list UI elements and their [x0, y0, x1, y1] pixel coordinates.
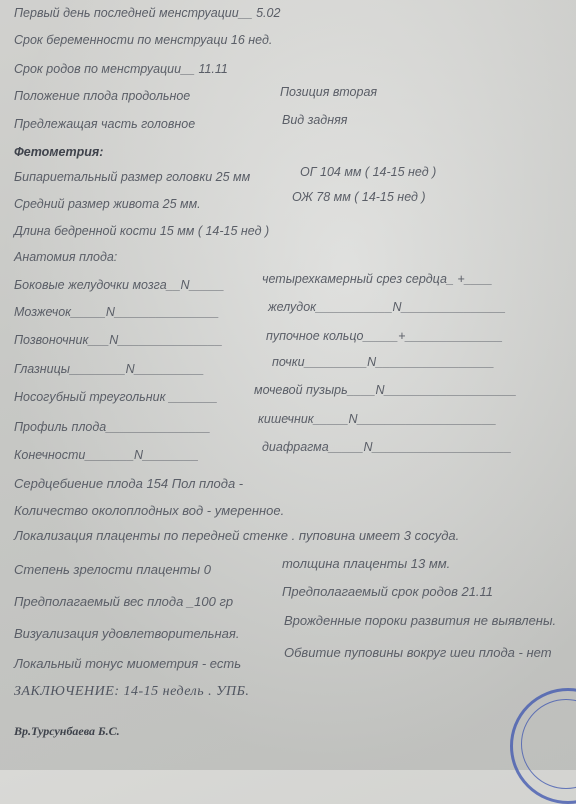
- estimated-weight-line: Предполагаемый вес плода _100 гр: [14, 594, 234, 609]
- heartbeat-line: Сердцебиение плода 154 Пол плода -: [14, 476, 244, 491]
- placenta-location-line: Локализация плаценты по передней стенке . пуповина имеет 3 сосуда.: [14, 528, 460, 543]
- four-chamber-line: четырехкамерный срез сердца_ +____: [262, 272, 493, 286]
- clinic-stamp: [510, 688, 576, 804]
- orbits-line: Глазницы________N__________: [14, 362, 205, 376]
- pregnancy-term-line: Срок беременности по менструаци 16 нед.: [14, 33, 273, 47]
- placenta-maturity-line: Степень зрелости плаценты 0: [14, 562, 212, 577]
- profile-line: Профиль плода_______________: [14, 420, 211, 434]
- abdomen-circumference-line: ОЖ 78 мм ( 14-15 нед ): [292, 190, 426, 204]
- conclusion-line: ЗАКЛЮЧЕНИЕ: 14-15 недель . УПБ.: [14, 684, 250, 699]
- clinic-stamp-inner-ring: [521, 699, 576, 789]
- spine-line: Позвоночник___N_______________: [14, 333, 223, 347]
- nasolabial-line: Носогубный треугольник _______: [14, 390, 218, 404]
- estimated-due-date-line: Предполагаемый срок родов 21.11: [282, 584, 494, 599]
- diaphragm-line: диафрагма_____N____________________: [262, 440, 512, 454]
- fetus-position-line: Положение плода продольное: [14, 89, 191, 103]
- view-line: Вид задняя: [282, 113, 348, 127]
- intestine-line: кишечник_____N____________________: [258, 412, 497, 426]
- myometrium-tone-line: Локальный тонус миометрия - есть: [14, 656, 242, 671]
- kidneys-line: почки_________N_________________: [272, 355, 495, 369]
- umbilical-ring-line: пупочное кольцо_____+______________: [266, 329, 503, 343]
- limbs-line: Конечности_______N________: [14, 448, 199, 462]
- femur-length-line: Длина бедренной кости 15 мм ( 14-15 нед ): [14, 224, 270, 238]
- cord-entanglement-line: Обвитие пуповины вокруг шеи плода - нет: [284, 645, 552, 660]
- head-circumference-line: ОГ 104 мм ( 14-15 нед ): [300, 165, 437, 179]
- bladder-line: мочевой пузырь____N___________________: [254, 383, 517, 397]
- doctor-signature-line: Вр.Турсунбаева Б.С.: [14, 724, 120, 738]
- placenta-thickness-line: толщина плаценты 13 мм.: [282, 556, 451, 571]
- fetometry-heading: Фетометрия:: [14, 145, 104, 159]
- bpd-line: Бипариетальный размер головки 25 мм: [14, 170, 251, 184]
- anatomy-heading: Анатомия плода:: [14, 250, 118, 264]
- abdomen-size-line: Средний размер живота 25 мм.: [14, 197, 201, 211]
- position-line: Позиция вторая: [280, 85, 378, 99]
- last-menstruation-line: Первый день последней менструации__ 5.02: [14, 6, 281, 20]
- lateral-ventricles-line: Боковые желудочки мозга__N_____: [14, 278, 225, 292]
- due-date-line: Срок родов по менструации__ 11.11: [14, 62, 228, 76]
- stomach-line: желудок___________N_______________: [268, 300, 506, 314]
- cerebellum-line: Мозжечок_____N_______________: [14, 305, 220, 319]
- malformations-line: Врожденные пороки развития не выявлены.: [284, 613, 557, 628]
- presenting-part-line: Предлежащая часть головное: [14, 117, 196, 131]
- visualization-line: Визуализация удовлетворительная.: [14, 626, 240, 641]
- amniotic-fluid-line: Количество околоплодных вод - умеренное.: [14, 503, 285, 518]
